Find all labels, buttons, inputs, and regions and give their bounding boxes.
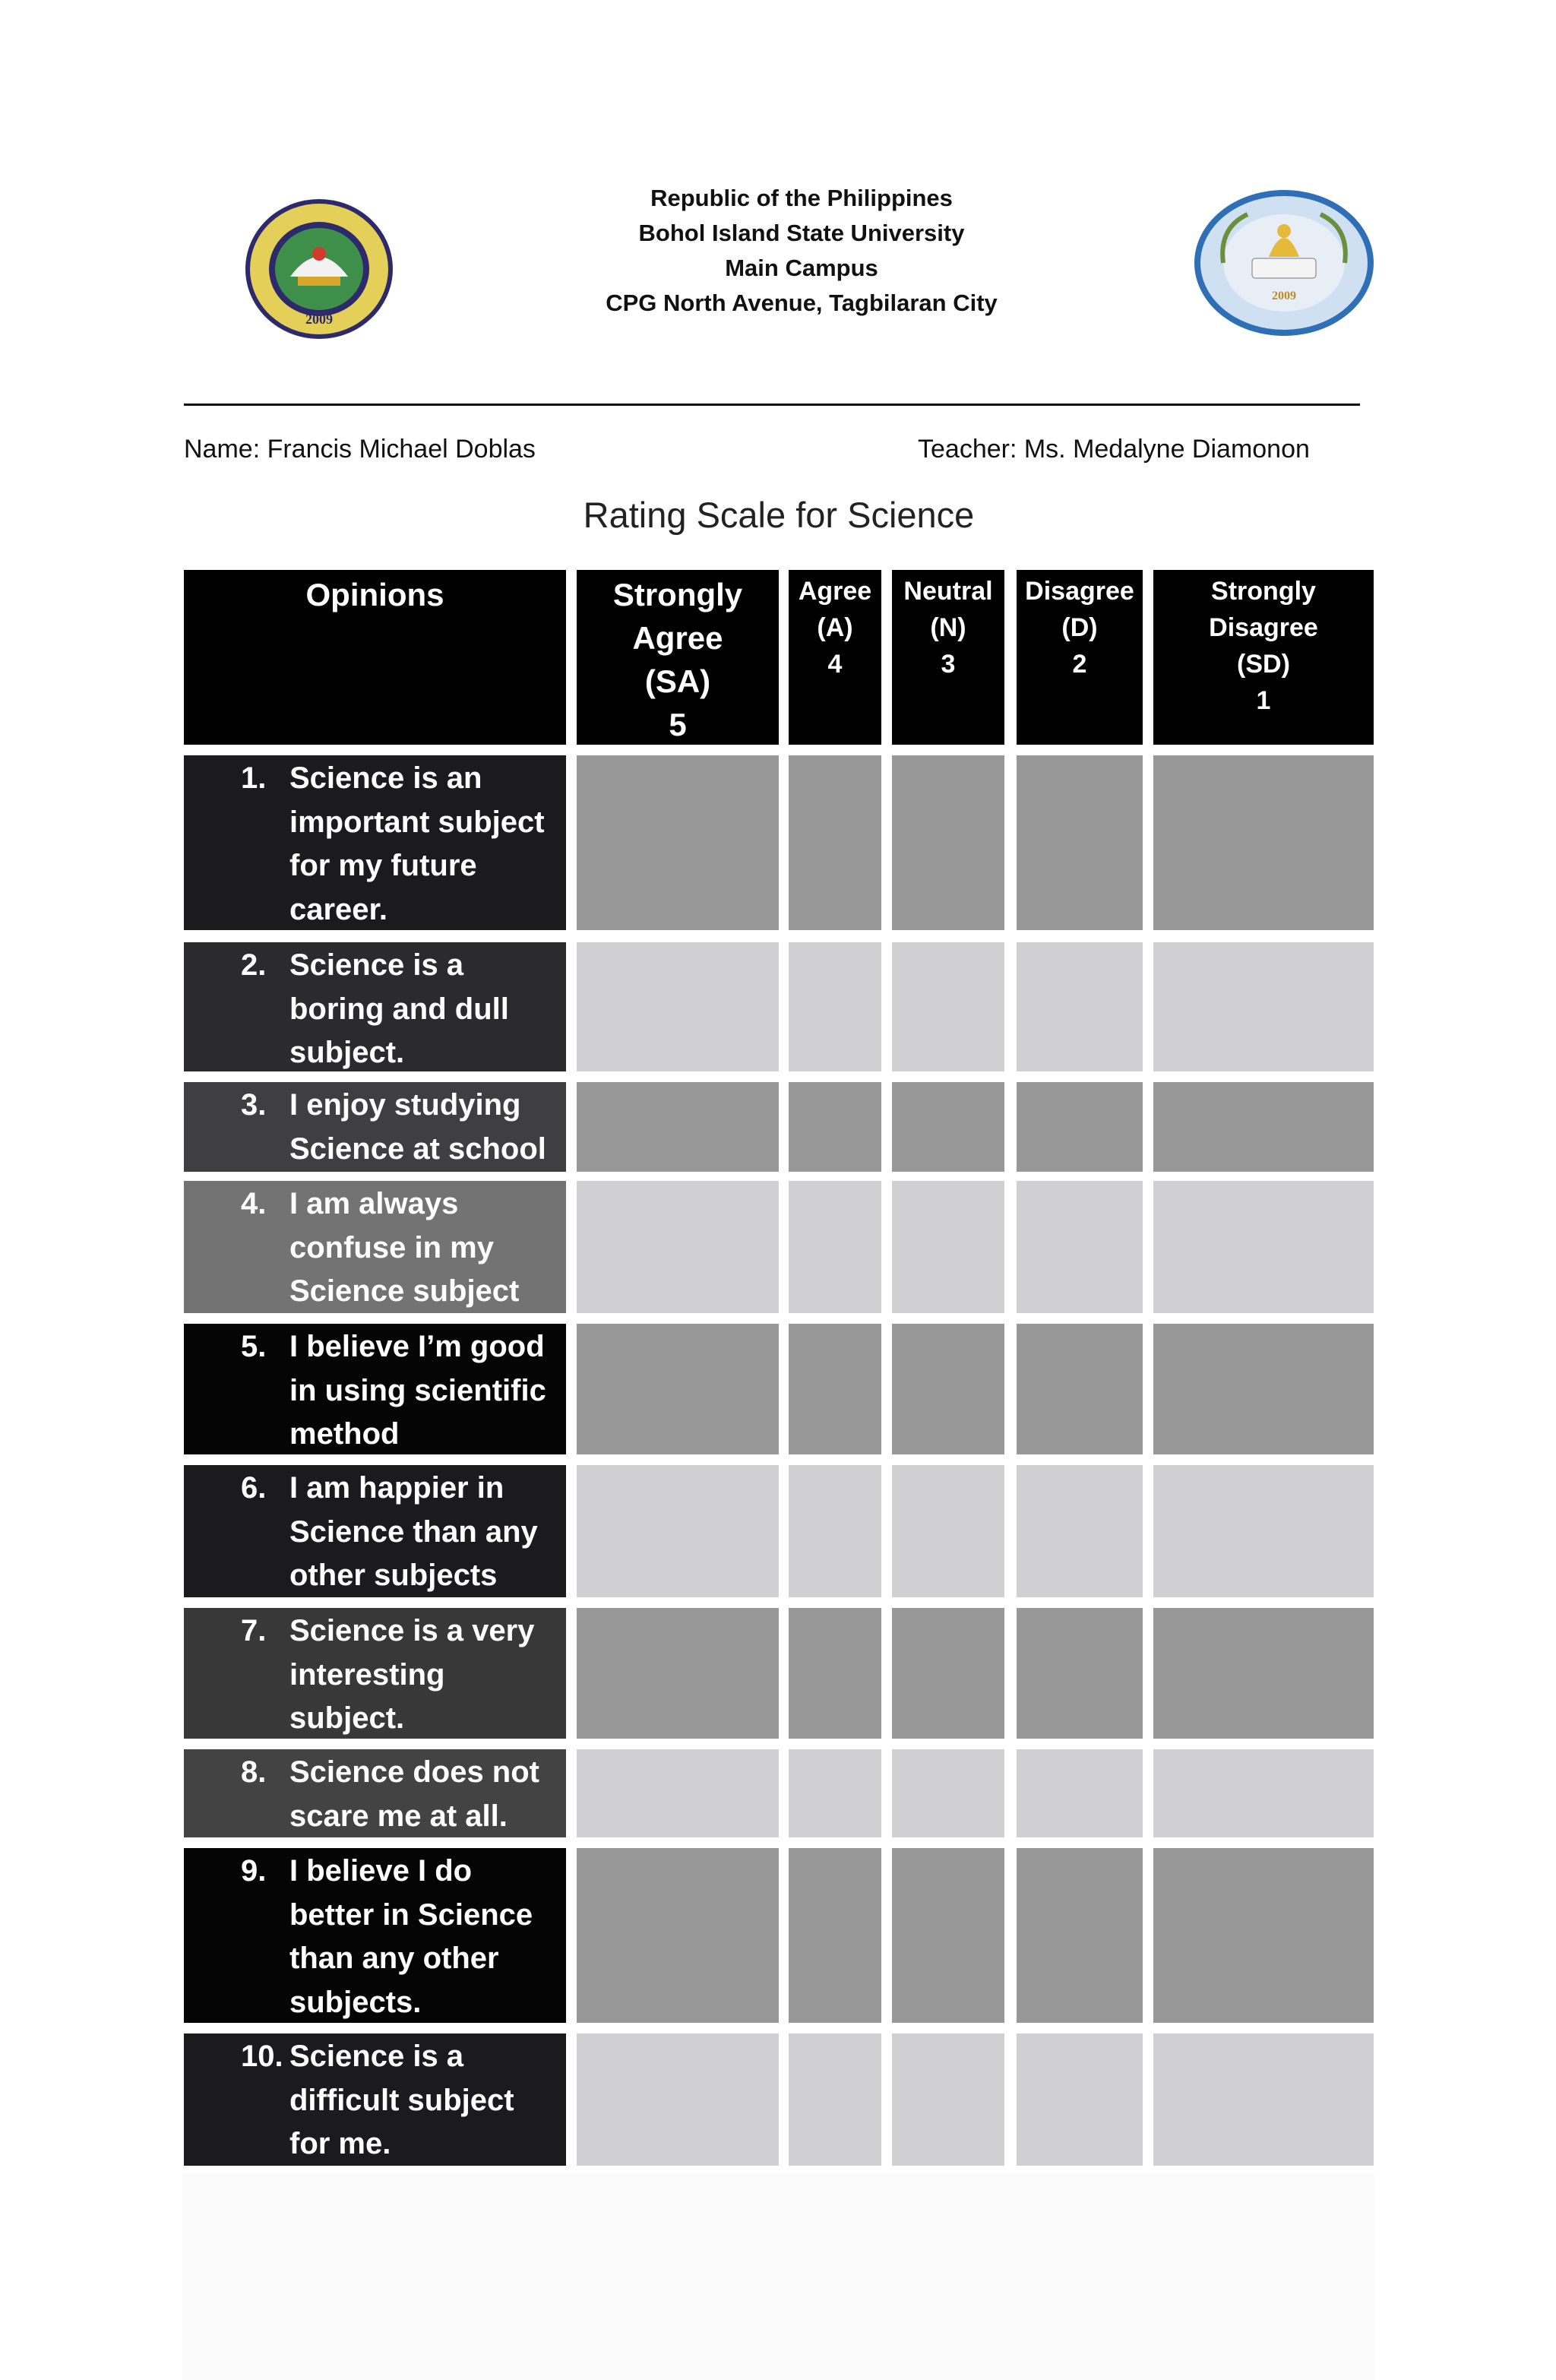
column-header-label: Agree	[798, 577, 872, 606]
rating-cell-n[interactable]	[892, 1848, 1004, 2023]
rating-cell-sd[interactable]	[1153, 2033, 1374, 2166]
opinion-line: subject.	[289, 1036, 405, 1069]
rating-cell-sd[interactable]	[1153, 1082, 1374, 1172]
column-header-label: 3	[941, 650, 956, 679]
rating-cell-sa[interactable]	[577, 1848, 779, 2023]
opinion-line: career.	[289, 892, 388, 926]
column-header-opinions	[184, 570, 566, 745]
opinion-line: better in Science	[289, 1897, 533, 1932]
opinion-line: for me.	[289, 2127, 391, 2160]
rating-cell-sd[interactable]	[1153, 942, 1374, 1071]
opinion-line: I enjoy studying	[289, 1088, 521, 1122]
rating-cell-a[interactable]	[789, 1608, 881, 1739]
rating-cell-d[interactable]	[1017, 1181, 1143, 1313]
opinion-line: I believe I do	[289, 1854, 473, 1888]
item-number: 4.	[241, 1187, 267, 1220]
opinion-text	[289, 1325, 546, 1457]
rating-cell-sd[interactable]	[1153, 1749, 1374, 1837]
column-header-label: 2	[1072, 650, 1087, 679]
institution-header	[486, 181, 1117, 321]
rating-cell-d[interactable]	[1017, 1082, 1143, 1172]
page-title: Rating Scale for Science	[583, 495, 975, 535]
opinion-line: Science is a	[289, 2040, 464, 2073]
rating-cell-d[interactable]	[1017, 755, 1143, 930]
rating-cell-sd[interactable]	[1153, 1181, 1374, 1313]
opinion-line: Science at school	[289, 1131, 546, 1166]
rating-cell-sd[interactable]	[1153, 1324, 1374, 1454]
opinion-text	[289, 1467, 538, 1598]
svg-text:2009: 2009	[1272, 290, 1296, 302]
column-header-label: Strongly	[1211, 577, 1316, 606]
opinion-cell	[184, 1082, 566, 1172]
rating-cell-sa[interactable]	[577, 2033, 779, 2166]
rating-cell-n[interactable]	[892, 1324, 1004, 1454]
rating-cell-d[interactable]	[1017, 1848, 1143, 2023]
column-header-label: (A)	[817, 613, 853, 642]
rating-cell-a[interactable]	[789, 2033, 881, 2166]
rating-cell-a[interactable]	[789, 755, 881, 930]
rating-cell-sa[interactable]	[577, 1082, 779, 1172]
header-line: Bohol Island State University	[638, 220, 965, 246]
opinion-text	[289, 1084, 546, 1171]
column-header-a	[789, 570, 881, 745]
column-header-label: Agree	[632, 620, 723, 656]
opinion-line: Science does not	[289, 1755, 539, 1789]
opinion-cell	[184, 1749, 566, 1837]
rating-cell-d[interactable]	[1017, 1465, 1143, 1597]
column-header-d	[1017, 570, 1143, 745]
opinion-line: interesting	[289, 1657, 445, 1692]
rating-cell-sd[interactable]	[1153, 755, 1374, 930]
opinion-line: method	[289, 1417, 400, 1451]
column-header-label: (N)	[930, 613, 966, 642]
rating-cell-n[interactable]	[892, 1082, 1004, 1172]
column-header-label: (D)	[1061, 613, 1098, 642]
column-header-label: 1	[1256, 686, 1271, 715]
rating-cell-sd[interactable]	[1153, 1848, 1374, 2023]
rating-cell-d[interactable]	[1017, 1608, 1143, 1739]
rating-cell-a[interactable]	[789, 1324, 881, 1454]
rating-cell-sa[interactable]	[577, 1181, 779, 1313]
opinion-cell	[184, 2033, 566, 2166]
column-header-label: Strongly	[612, 577, 743, 612]
opinion-line: boring and dull	[289, 992, 509, 1026]
item-number: 8.	[241, 1755, 267, 1789]
opinion-line: Science than any	[289, 1514, 538, 1549]
opinion-line: confuse in my	[289, 1230, 494, 1264]
opinion-line: I am happier in	[289, 1471, 504, 1505]
column-header-label: Disagree	[1025, 577, 1134, 606]
teacher-name: Teacher: Ms. Medalyne Diamonon	[918, 435, 1310, 464]
opinion-cell	[184, 1465, 566, 1597]
item-number: 1.	[241, 761, 267, 795]
rating-cell-a[interactable]	[789, 1749, 881, 1837]
rating-cell-sa[interactable]	[577, 755, 779, 930]
opinion-text	[289, 2035, 514, 2166]
rating-cell-sa[interactable]	[577, 1608, 779, 1739]
rating-cell-d[interactable]	[1017, 1749, 1143, 1837]
opinion-line: difficult subject	[289, 2083, 514, 2117]
opinion-cell	[184, 1848, 566, 2023]
header-line: CPG North Avenue, Tagbilaran City	[606, 290, 998, 316]
cte-seal-icon	[1193, 188, 1375, 337]
rating-cell-d[interactable]	[1017, 2033, 1143, 2166]
rating-cell-n[interactable]	[892, 1181, 1004, 1313]
header-divider	[184, 404, 1360, 406]
rating-cell-d[interactable]	[1017, 942, 1143, 1071]
opinion-line: Science is a	[289, 948, 464, 982]
item-number: 9.	[241, 1854, 267, 1888]
svg-text:2009: 2009	[305, 312, 333, 327]
opinion-line: Science subject	[289, 1274, 520, 1308]
rating-cell-n[interactable]	[892, 1465, 1004, 1597]
opinion-line: Science is an	[289, 761, 482, 795]
rating-cell-n[interactable]	[892, 942, 1004, 1071]
rating-cell-sa[interactable]	[577, 1465, 779, 1597]
column-header-label: 4	[827, 650, 843, 679]
column-header-label: 5	[669, 707, 687, 742]
rating-cell-sa[interactable]	[577, 1324, 779, 1454]
rating-cell-sa[interactable]	[577, 942, 779, 1071]
opinion-cell	[184, 1324, 566, 1454]
opinion-text	[289, 1609, 534, 1741]
item-number: 3.	[241, 1088, 267, 1122]
column-header-label: Neutral	[903, 577, 993, 606]
opinion-line: in using scientific	[289, 1373, 546, 1407]
rating-cell-n[interactable]	[892, 1608, 1004, 1739]
item-number: 5.	[241, 1330, 267, 1363]
column-header-label: Disagree	[1209, 613, 1318, 642]
opinion-line: important subject	[289, 805, 545, 839]
opinion-line: scare me at all.	[289, 1799, 508, 1833]
opinion-text	[289, 944, 509, 1075]
rating-cell-a[interactable]	[789, 942, 881, 1071]
rating-cell-n[interactable]	[892, 755, 1004, 930]
rating-cell-sd[interactable]	[1153, 1465, 1374, 1597]
opinion-line: for my future	[289, 849, 477, 882]
opinion-text	[289, 1850, 533, 2024]
rating-cell-a[interactable]	[789, 1082, 881, 1172]
rating-cell-a[interactable]	[789, 1848, 881, 2023]
opinion-cell	[184, 1181, 566, 1313]
rating-cell-sd[interactable]	[1153, 1608, 1374, 1739]
rating-cell-a[interactable]	[789, 1181, 881, 1313]
student-name: Name: Francis Michael Doblas	[184, 435, 536, 464]
opinion-line: than any other	[289, 1942, 499, 1975]
item-number: 6.	[241, 1471, 267, 1505]
item-number: 2.	[241, 948, 267, 982]
item-number: 7.	[241, 1614, 267, 1647]
column-header-label: Opinions	[305, 577, 444, 612]
item-number: 10.	[241, 2040, 283, 2073]
opinion-line: I believe I’m good	[289, 1330, 545, 1363]
rating-cell-n[interactable]	[892, 1749, 1004, 1837]
opinion-line: Science is a very	[289, 1614, 535, 1647]
opinion-line: other subjects	[289, 1559, 498, 1592]
opinion-text	[289, 1182, 519, 1314]
column-header-label: (SD)	[1237, 650, 1290, 679]
column-header-label: (SA)	[644, 663, 711, 699]
column-header-sa	[577, 570, 779, 745]
rating-cell-sa[interactable]	[577, 1749, 779, 1837]
rating-cell-a[interactable]	[789, 1465, 881, 1597]
header-line: Main Campus	[725, 255, 878, 281]
column-header-sd	[1153, 570, 1374, 745]
bisu-seal-icon	[243, 198, 395, 340]
opinion-cell	[184, 942, 566, 1071]
opinion-text	[289, 757, 545, 932]
opinion-text	[289, 1751, 539, 1838]
header-line: Republic of the Philippines	[650, 185, 953, 211]
column-header-n	[892, 570, 1004, 745]
opinion-line: subjects.	[289, 1985, 422, 2019]
opinion-line: I am always	[289, 1187, 459, 1220]
rating-cell-n[interactable]	[892, 2033, 1004, 2166]
rating-cell-d[interactable]	[1017, 1324, 1143, 1454]
opinion-cell	[184, 755, 566, 930]
opinion-line: subject.	[289, 1701, 405, 1735]
opinion-cell	[184, 1608, 566, 1739]
page-background-tint	[182, 2173, 1375, 2380]
